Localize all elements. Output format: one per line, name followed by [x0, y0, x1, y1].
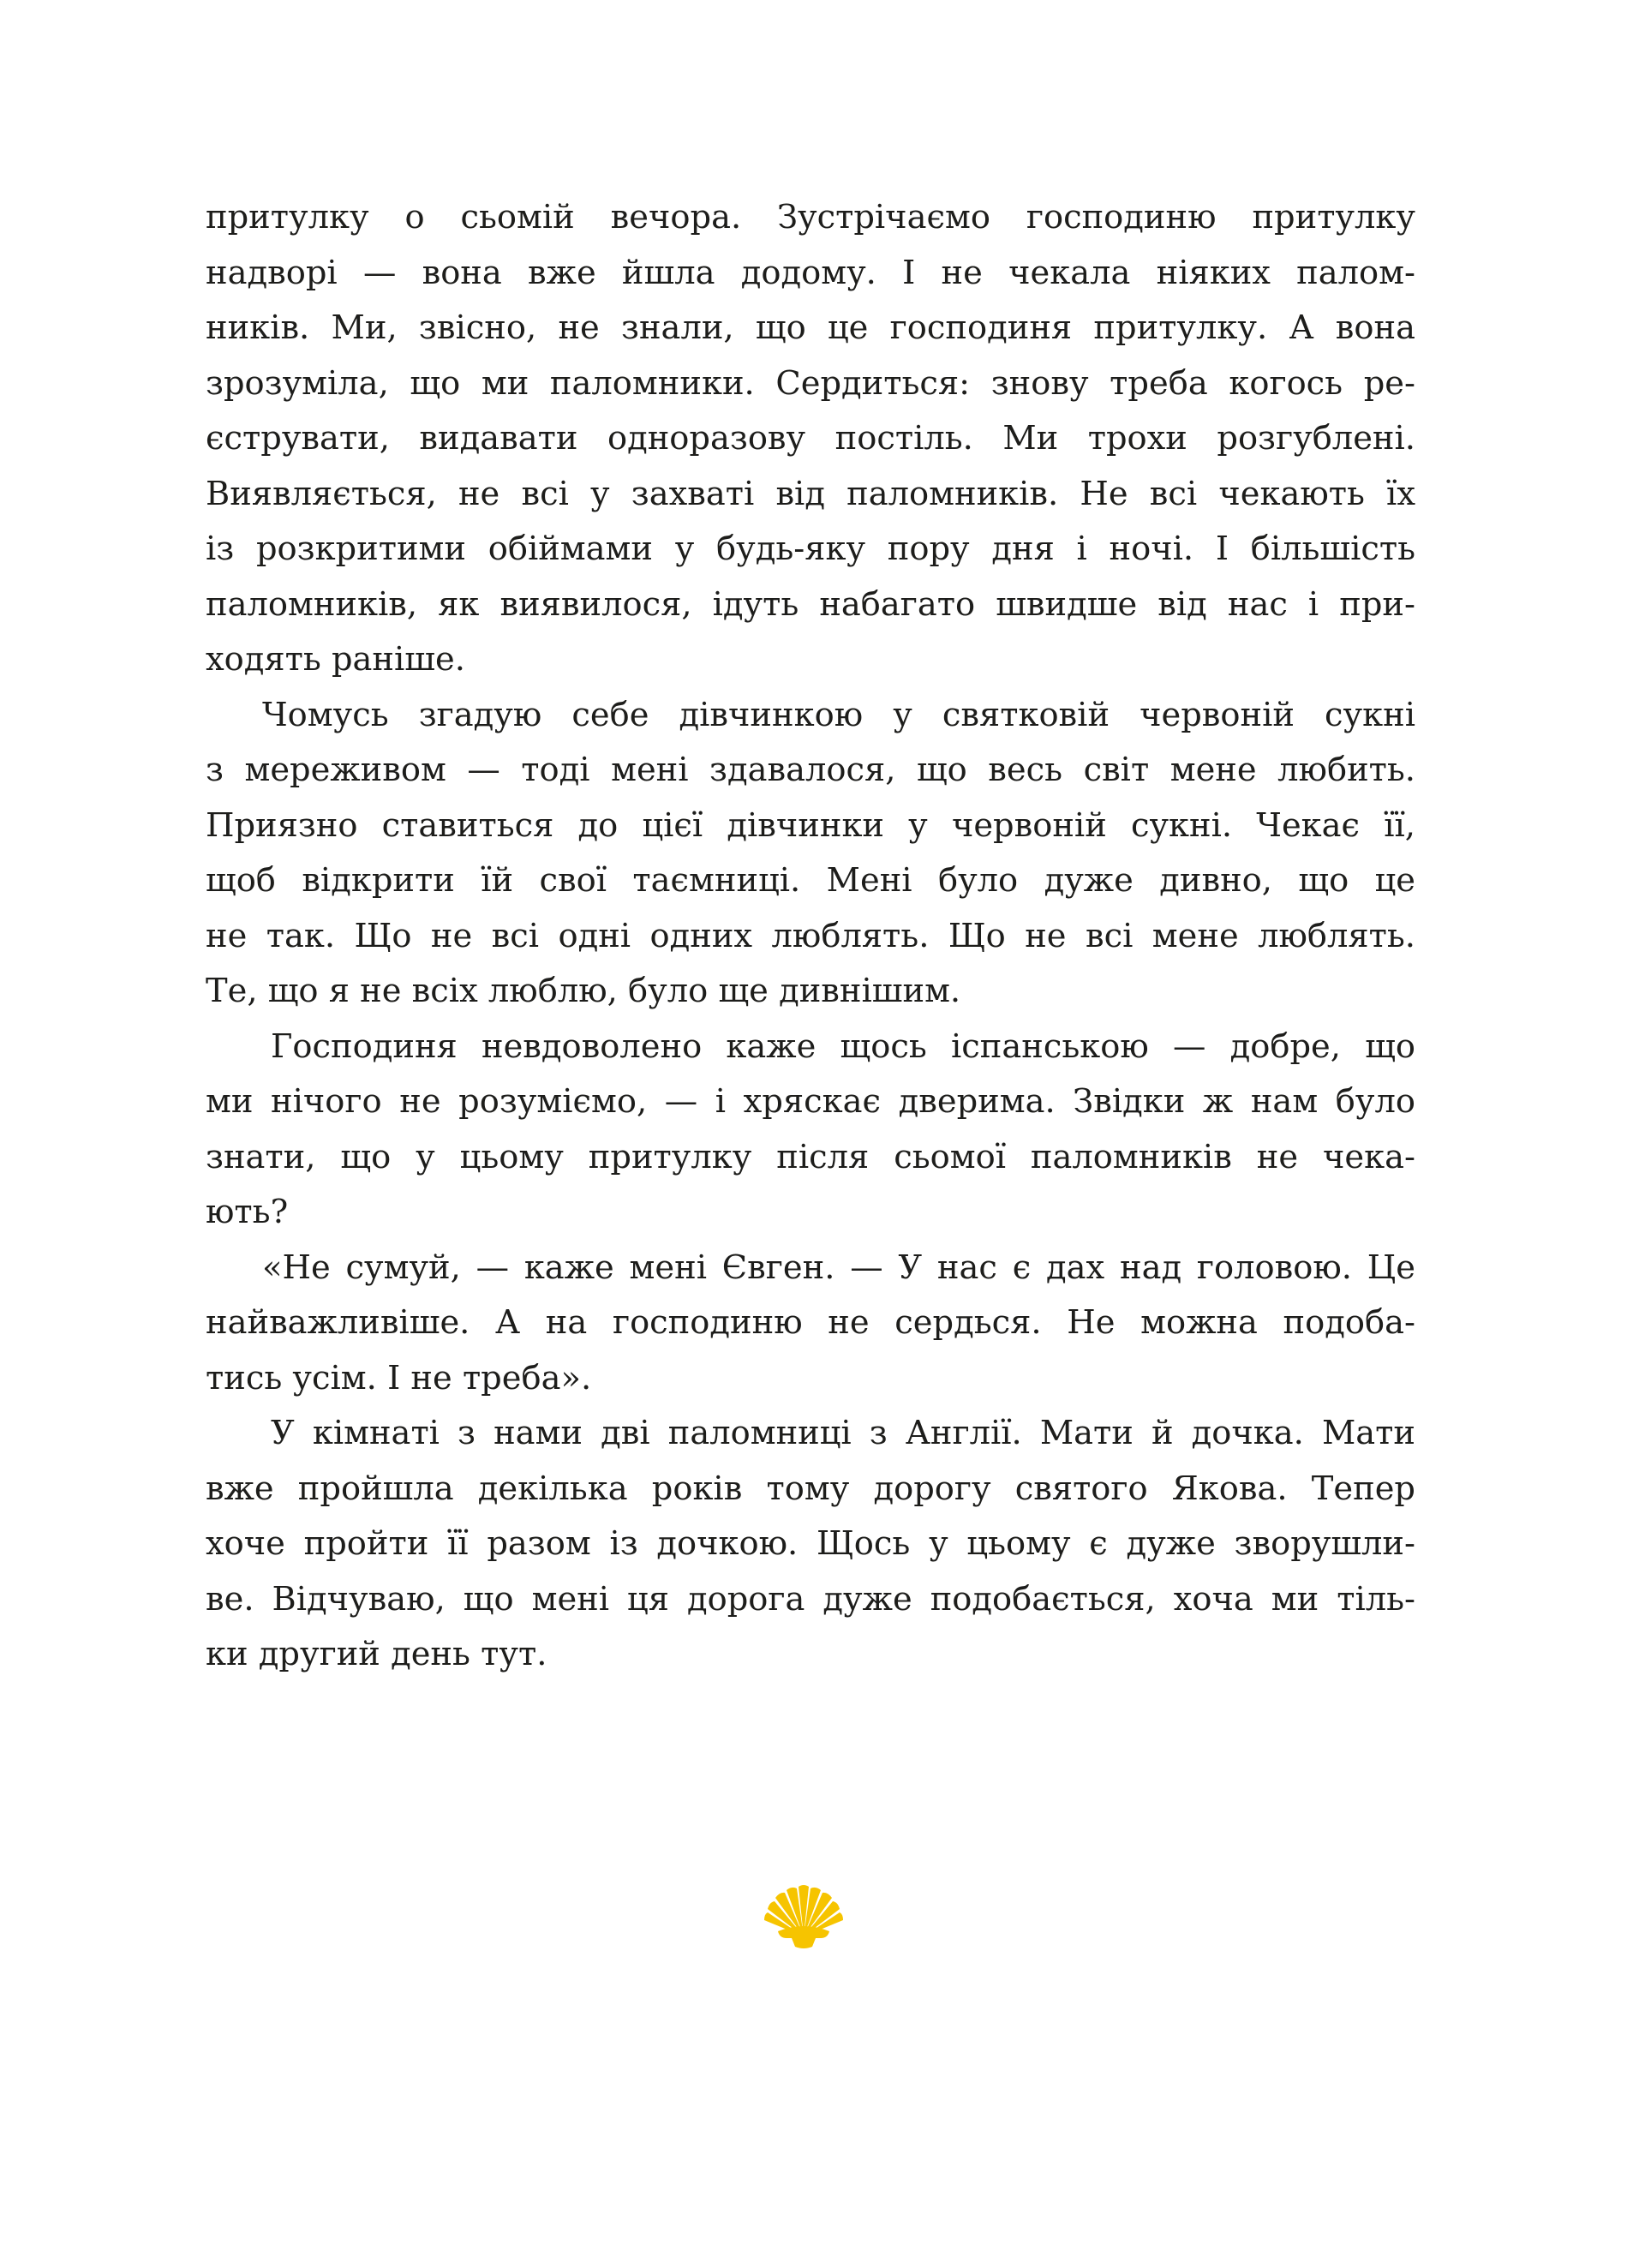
text-line: Те, що я не всіх люблю, було ще дивнішим. — [206, 972, 961, 1010]
text-line: із розкритими обіймами у будь-яку пору дня і ночі. І більшість — [206, 530, 1415, 568]
text-line: ють? — [206, 1193, 289, 1231]
paragraph-first-line: Чомусь згадую себе дівчинкою у святковій червоній сукні — [262, 695, 1415, 734]
text-line: паломників, як виявилося, ідуть набагато швидше від нас і при- — [206, 584, 1415, 624]
text-line: Приязно ставиться до цієї дівчинки у червоній сукні. Чекає її, — [206, 805, 1415, 845]
text-line: ки другий день тут. — [206, 1635, 547, 1673]
text-line: ве. Відчуваю, що мені ця дорога дуже подобається, хоча ми тіль- — [206, 1579, 1415, 1619]
paragraph-first-line: У кімнаті з нами дві паломниці з Англії. Мати й дочка. Мати — [271, 1414, 1415, 1452]
text-line: Виявляється, не всі у захваті від паломників. Не всі чекають їх — [206, 474, 1415, 513]
scallop-shell-icon — [761, 1883, 846, 1952]
text-line: надворі — вона вже йшла додому. І не чекала ніяких палом- — [206, 253, 1415, 292]
text-line: найважливіше. А на господиню не сердься. Не можна подоба- — [206, 1303, 1415, 1342]
text-line: щоб відкрити їй свої таємниці. Мені було дуже дивно, що це — [206, 861, 1415, 900]
text-line: єструвати, видавати одноразову постіль. Ми трохи розгублені. — [206, 419, 1415, 458]
paragraph-first-line: Господиня невдоволено каже щось іспанською — добре, що — [271, 1026, 1415, 1066]
text-line: не так. Що не всі одні одних люблять. Що не всі мене люблять. — [206, 916, 1415, 955]
body-text — [206, 190, 1415, 1683]
text-line: тись усім. І не треба». — [206, 1358, 592, 1397]
text-line: хоче пройти її разом із дочкою. Щось у цьому є дуже зворушли- — [206, 1524, 1415, 1563]
paragraph-first-line: «Не сумуй, — каже мені Євген. — У нас є дах над головою. Це — [262, 1248, 1415, 1287]
text-line: притулку о сьомій вечора. Зустрічаємо господиню притулку — [206, 198, 1415, 236]
text-line: ників. Ми, звісно, не знали, що це господиня притулку. А вона — [206, 308, 1415, 347]
text-line: знати, що у цьому притулку після сьомої паломників не чека- — [206, 1137, 1415, 1176]
text-line: з мереживом — тоді мені здавалося, що весь світ мене любить. — [206, 751, 1415, 789]
text-line: ходять раніше. — [206, 640, 465, 679]
text-line: вже пройшла декілька років тому дорогу святого Якова. Тепер — [206, 1469, 1415, 1508]
text-line: ми нічого не розуміємо, — і хряскає дверима. Звідки ж нам було — [206, 1082, 1415, 1121]
text-line: зрозуміла, що ми паломники. Сердиться: знову треба когось ре- — [206, 363, 1415, 403]
